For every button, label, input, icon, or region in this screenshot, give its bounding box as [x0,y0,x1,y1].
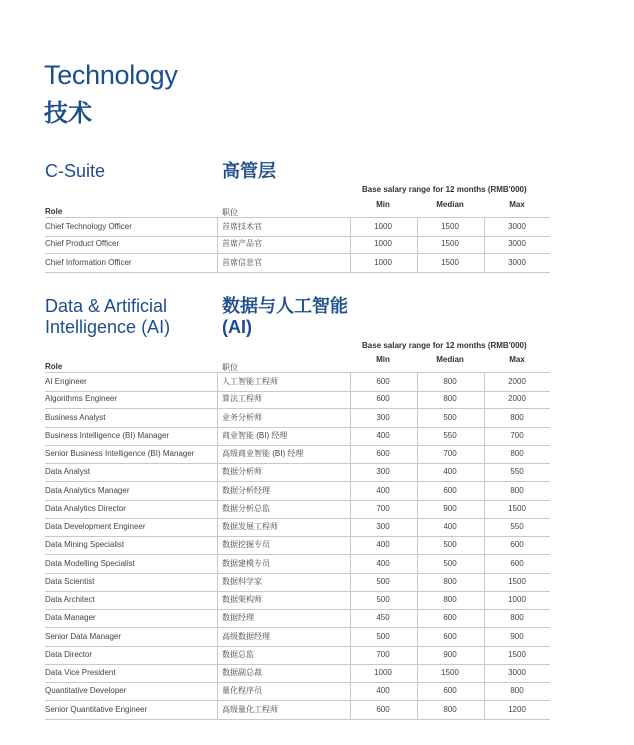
role-cell: Business Intelligence (BI) Manager [45,430,170,440]
role-cell: Quantitative Developer [45,686,127,696]
table-row [45,500,550,519]
min-cell: 700 [376,503,390,513]
role-cell: Data Vice President [45,668,116,677]
max-cell: 3000 [508,668,526,677]
role-cell: Data Director [45,649,93,659]
table-row [45,217,550,237]
min-cell: 400 [376,540,390,550]
table-row [45,536,550,555]
role-cell: Chief Product Officer [45,239,120,249]
role-cell: Data Analyst [45,467,90,477]
role-cell: Senior Business Intelligence (BI) Manager [45,449,195,458]
role-cell: Data Architect [45,595,95,604]
table-row [45,427,550,446]
table-row [45,701,550,720]
table-row [45,518,550,537]
salary-range-caption: Base salary range for 12 months (RMB'000) [362,341,527,350]
max-cell: 800 [510,613,524,623]
column-divider [217,518,218,536]
median-cell: 550 [443,430,457,440]
min-cell: 600 [376,394,390,404]
max-cell: 1500 [508,503,526,513]
table-row [45,609,550,628]
role-zh-cell: 数据总监 [222,649,254,659]
header-role: Role [45,362,63,371]
median-cell: 600 [443,686,457,696]
max-cell: 550 [510,522,524,531]
role-zh-cell: 数据发展工程师 [222,522,278,531]
role-zh-cell: 数据分析师 [222,467,262,477]
header-role-zh: 职位 [222,363,238,372]
max-cell: 1500 [508,649,526,659]
section-title-zh: (AI) [222,317,252,337]
table-row [45,372,550,392]
header-role: Role [45,207,63,216]
min-cell: 1000 [374,257,392,267]
table-row [45,555,550,574]
median-cell: 1500 [441,257,459,267]
min-cell: 300 [376,522,390,531]
column-divider [217,373,218,391]
max-cell: 3000 [508,239,526,249]
max-cell: 2000 [508,377,526,386]
column-divider [217,254,218,272]
max-cell: 3000 [508,257,526,267]
min-cell: 400 [376,686,390,696]
role-zh-cell: 数据经理 [222,613,254,623]
table-row [45,591,550,610]
median-cell: 600 [443,613,457,623]
role-zh-cell: 量化程序员 [222,686,262,696]
table-row [45,682,550,701]
role-cell: Data Mining Specialist [45,540,125,550]
max-cell: 800 [510,449,524,458]
header-max: Max [509,200,525,209]
median-cell: 800 [443,576,457,586]
max-cell: 600 [510,540,524,550]
column-divider [217,591,218,609]
column-divider [217,218,218,236]
header-max: Max [509,355,525,364]
role-zh-cell: 数据副总裁 [222,668,262,677]
role-zh-cell: 首席技术官 [222,222,262,231]
role-cell: Senior Data Manager [45,631,122,641]
column-divider [217,628,218,646]
header-median: Median [436,200,464,209]
max-cell: 2000 [508,394,526,404]
table-row [45,482,550,501]
column-divider [217,500,218,518]
min-cell: 600 [376,377,390,386]
column-divider [217,463,218,481]
header-min: Min [376,200,390,209]
column-divider [217,235,218,253]
column-divider [217,664,218,682]
column-divider [217,536,218,554]
role-zh-cell: 数据建模专员 [222,558,270,568]
table-row [45,463,550,482]
table-row [45,573,550,592]
min-cell: 400 [376,558,390,568]
median-cell: 800 [443,595,457,604]
min-cell: 500 [376,631,390,641]
salary-range-caption: Base salary range for 12 months (RMB'000) [362,185,527,194]
median-cell: 800 [443,377,457,386]
column-divider [217,682,218,700]
table-row [45,628,550,647]
max-cell: 550 [510,467,524,477]
median-cell: 500 [443,412,457,422]
section-title-en: Intelligence (AI) [45,317,171,337]
min-cell: 600 [376,704,390,714]
max-cell: 700 [510,430,524,440]
role-cell: Business Analyst [45,412,106,422]
median-cell: 1500 [441,222,459,231]
table-row [45,445,550,464]
column-divider [217,701,218,719]
median-cell: 800 [443,704,457,714]
min-cell: 1000 [374,222,392,231]
header-min: Min [376,355,390,364]
column-divider [217,482,218,500]
role-zh-cell: 数据科学家 [222,576,262,586]
median-cell: 600 [443,631,457,641]
min-cell: 400 [376,430,390,440]
page-title-zh: 技术 [44,100,92,127]
role-cell: Data Scientist [45,576,95,586]
column-divider [217,409,218,427]
max-cell: 800 [510,686,524,696]
min-cell: 300 [376,467,390,477]
max-cell: 900 [510,631,524,641]
header-median: Median [436,355,464,364]
role-zh-cell: 首席产品官 [222,239,262,249]
min-cell: 500 [376,595,390,604]
column-divider [217,609,218,627]
min-cell: 600 [376,449,390,458]
role-zh-cell: 高级量化工程师 [222,704,278,714]
header-role-zh: 职位 [222,208,238,217]
role-cell: Data Modelling Specialist [45,558,135,568]
min-cell: 1000 [374,239,392,249]
median-cell: 700 [443,449,457,458]
min-cell: 450 [376,613,390,623]
table-row [45,409,550,428]
role-zh-cell: 首席信息官 [222,257,262,267]
role-zh-cell: 高级数据经理 [222,631,270,641]
median-cell: 400 [443,522,457,531]
column-divider [217,555,218,573]
role-cell: Chief Information Officer [45,257,132,267]
role-zh-cell: 数据分析经理 [222,485,270,495]
table-row [45,254,550,273]
max-cell: 800 [510,412,524,422]
median-cell: 400 [443,467,457,477]
role-zh-cell: 业务分析师 [222,412,262,422]
max-cell: 1500 [508,576,526,586]
column-divider [217,573,218,591]
role-cell: Data Analytics Manager [45,485,130,495]
role-zh-cell: 人工智能工程师 [222,377,278,386]
median-cell: 600 [443,485,457,495]
median-cell: 1500 [441,239,459,249]
page-title-en: Technology [44,60,178,90]
table-row [45,646,550,665]
section-title-zh: 数据与人工智能 [222,296,348,316]
median-cell: 900 [443,649,457,659]
max-cell: 1000 [508,595,526,604]
role-zh-cell: 数据分析总监 [222,503,270,513]
role-zh-cell: 数据架构师 [222,595,262,604]
max-cell: 1200 [508,704,526,714]
table-row [45,390,550,409]
min-cell: 300 [376,412,390,422]
median-cell: 800 [443,394,457,404]
role-zh-cell: 算法工程师 [222,394,262,404]
min-cell: 700 [376,649,390,659]
section-title-en: C-Suite [45,161,106,181]
section-title-en: Data & Artificial [45,296,168,316]
column-divider [217,445,218,463]
role-cell: AI Engineer [45,377,87,386]
section-title-zh: 高管层 [222,161,276,181]
role-cell: Senior Quantitative Engineer [45,704,148,714]
column-divider [217,427,218,445]
min-cell: 400 [376,485,390,495]
table-row [45,664,550,683]
role-cell: Data Manager [45,613,96,623]
role-cell: Chief Technology Officer [45,222,132,231]
role-zh-cell: 数据挖掘专员 [222,540,270,550]
min-cell: 1000 [374,668,392,677]
role-cell: Algorithms Engineer [45,394,118,404]
column-divider [217,646,218,664]
role-zh-cell: 高级商业智能 (BI) 经理 [222,449,304,458]
median-cell: 900 [443,503,457,513]
max-cell: 3000 [508,222,526,231]
min-cell: 500 [376,576,390,586]
role-zh-cell: 商业智能 (BI) 经理 [222,430,288,440]
median-cell: 500 [443,558,457,568]
max-cell: 600 [510,558,524,568]
median-cell: 1500 [441,668,459,677]
median-cell: 500 [443,540,457,550]
table-row [45,235,550,254]
role-cell: Data Analytics Director [45,503,126,513]
column-divider [217,390,218,408]
max-cell: 800 [510,485,524,495]
role-cell: Data Development Engineer [45,522,146,531]
